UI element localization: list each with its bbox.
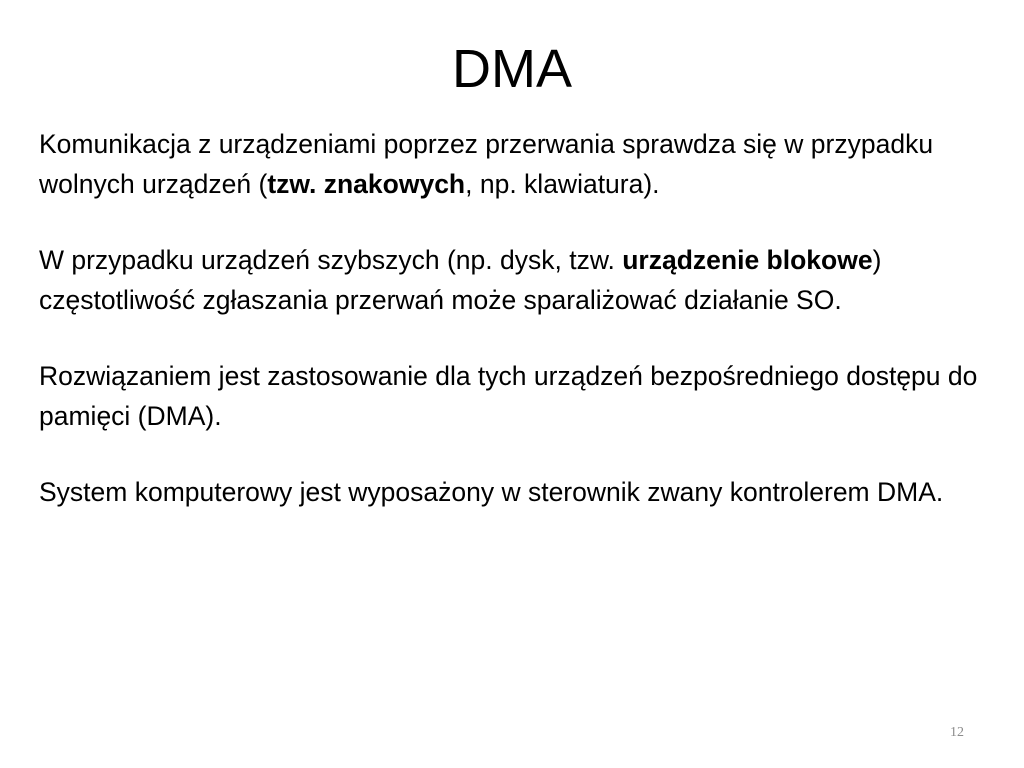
text-run: Rozwiązaniem jest zastosowanie dla tych urządzeń bezpośredniego dostępu do pamięci (DMA). bbox=[39, 361, 978, 431]
paragraph-interrupts-slow-devices bbox=[39, 124, 989, 204]
paragraph-dma-controller bbox=[39, 472, 989, 512]
text-run: W przypadku urządzeń szybszych (np. dysk, tzw. bbox=[39, 245, 623, 275]
paragraph-dma-solution bbox=[39, 356, 989, 436]
text-run: , np. klawiatura). bbox=[465, 169, 660, 199]
text-run: Komunikacja z urządzeniami poprzez przerwania sprawdza się w przypadku wolnych urządzeń ( bbox=[39, 129, 934, 199]
slide-body bbox=[39, 124, 989, 512]
text-run: System komputerowy jest wyposażony w sterownik zwany kontrolerem DMA. bbox=[39, 477, 944, 507]
text-run-bold: urządzenie blokowe bbox=[622, 245, 873, 275]
slide-title: DMA bbox=[452, 39, 572, 99]
page-number: 12 bbox=[950, 725, 964, 740]
text-run-bold: tzw. znakowych bbox=[267, 169, 466, 199]
paragraph-fast-devices bbox=[39, 240, 989, 320]
text-run: ) częstotliwość zgłaszania przerwań może sparaliżować działanie SO. bbox=[39, 245, 882, 315]
